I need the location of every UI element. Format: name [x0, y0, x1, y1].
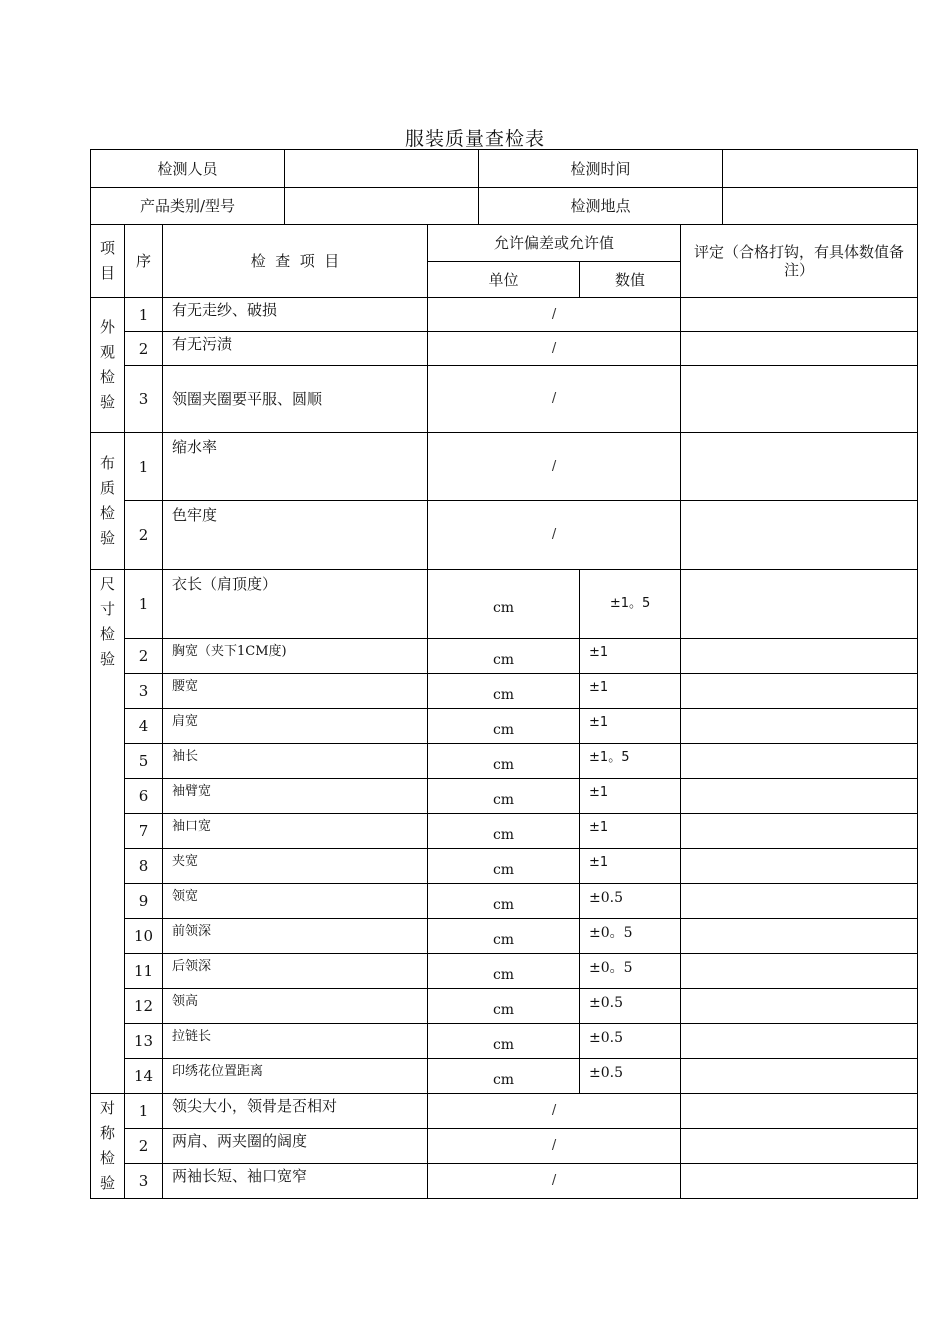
col-category: 项目	[91, 225, 125, 298]
row-seq: 1	[125, 433, 163, 501]
row-item: 夹宽	[163, 849, 428, 884]
col-result: 评定（合格打钩，有具体数值备注）	[681, 225, 918, 298]
row-result[interactable]	[681, 501, 918, 570]
row-result[interactable]	[681, 744, 918, 779]
row-value: ±1	[580, 779, 681, 814]
table-row	[91, 1164, 918, 1199]
table-row	[91, 849, 918, 884]
table-row	[91, 639, 918, 674]
col-item: 检 查 项 目	[163, 225, 428, 298]
row-seq: 8	[125, 849, 163, 884]
row-unit: cm	[428, 989, 580, 1024]
row-item: 袖长	[163, 744, 428, 779]
table-row	[91, 1059, 918, 1094]
row-unit: cm	[428, 744, 580, 779]
table-row	[91, 433, 918, 501]
row-tolerance: /	[428, 501, 681, 570]
row-result[interactable]	[681, 298, 918, 332]
row-item: 领高	[163, 989, 428, 1024]
col-value: 数值	[580, 262, 681, 298]
row-seq: 7	[125, 814, 163, 849]
row-result[interactable]	[681, 1024, 918, 1059]
row-unit: cm	[428, 849, 580, 884]
row-seq: 3	[125, 674, 163, 709]
table-row	[91, 919, 918, 954]
row-item: 领尖大小，领骨是否相对	[163, 1094, 428, 1129]
row-seq: 5	[125, 744, 163, 779]
row-seq: 1	[125, 1094, 163, 1129]
row-item: 袖口宽	[163, 814, 428, 849]
row-item: 领圈夹圈要平服、圆顺	[163, 366, 428, 433]
table-row	[91, 744, 918, 779]
row-item: 肩宽	[163, 709, 428, 744]
group-appearance: 外观检验	[91, 298, 125, 433]
row-unit: cm	[428, 709, 580, 744]
col-unit: 单位	[428, 262, 580, 298]
row-unit: cm	[428, 779, 580, 814]
product-label: 产品类别/型号	[91, 188, 285, 225]
row-result[interactable]	[681, 1059, 918, 1094]
row-result[interactable]	[681, 1094, 918, 1129]
row-result[interactable]	[681, 433, 918, 501]
row-result[interactable]	[681, 884, 918, 919]
row-seq: 2	[125, 332, 163, 366]
table-row	[91, 501, 918, 570]
group-size: 尺寸检验	[91, 570, 125, 1094]
row-value: ±1。5	[580, 570, 681, 639]
row-unit: cm	[428, 639, 580, 674]
row-seq: 2	[125, 501, 163, 570]
row-unit: cm	[428, 674, 580, 709]
time-label: 检测时间	[479, 150, 723, 188]
row-unit: cm	[428, 1024, 580, 1059]
row-seq: 13	[125, 1024, 163, 1059]
row-seq: 3	[125, 1164, 163, 1199]
row-item: 有无走纱、破损	[163, 298, 428, 332]
row-result[interactable]	[681, 814, 918, 849]
row-item: 两肩、两夹圈的阔度	[163, 1129, 428, 1164]
row-tolerance: /	[428, 433, 681, 501]
row-value: ±1。5	[580, 744, 681, 779]
row-item: 色牢度	[163, 501, 428, 570]
row-item: 缩水率	[163, 433, 428, 501]
row-value: ±1	[580, 849, 681, 884]
row-seq: 6	[125, 779, 163, 814]
table-row	[91, 814, 918, 849]
table-row	[91, 884, 918, 919]
row-seq: 10	[125, 919, 163, 954]
table-row	[91, 954, 918, 989]
inspector-label: 检测人员	[91, 150, 285, 188]
row-value: ±1	[580, 709, 681, 744]
row-tolerance: /	[428, 366, 681, 433]
table-row	[91, 1024, 918, 1059]
row-value: ±0.5	[580, 1024, 681, 1059]
group-symmetry: 对称检验	[91, 1094, 125, 1199]
row-unit: cm	[428, 814, 580, 849]
row-result[interactable]	[681, 570, 918, 639]
row-tolerance: /	[428, 1094, 681, 1129]
location-label: 检测地点	[479, 188, 723, 225]
row-seq: 1	[125, 570, 163, 639]
row-tolerance: /	[428, 298, 681, 332]
product-field[interactable]	[285, 188, 479, 225]
table-row	[91, 298, 918, 332]
row-value: ±1	[580, 814, 681, 849]
inspection-table	[90, 149, 918, 1199]
row-result[interactable]	[681, 709, 918, 744]
table-row	[91, 1129, 918, 1164]
col-seq: 序	[125, 225, 163, 298]
row-tolerance: /	[428, 332, 681, 366]
row-seq: 3	[125, 366, 163, 433]
row-unit: cm	[428, 570, 580, 639]
row-value: ±0.5	[580, 884, 681, 919]
row-seq: 11	[125, 954, 163, 989]
row-item: 有无污渍	[163, 332, 428, 366]
table-row	[91, 1094, 918, 1129]
row-result[interactable]	[681, 674, 918, 709]
row-result[interactable]	[681, 954, 918, 989]
row-value: ±0.5	[580, 989, 681, 1024]
row-seq: 14	[125, 1059, 163, 1094]
time-field[interactable]	[723, 150, 918, 188]
row-item: 拉链长	[163, 1024, 428, 1059]
row-seq: 2	[125, 1129, 163, 1164]
row-value: ±0。5	[580, 919, 681, 954]
location-field[interactable]	[723, 188, 918, 225]
row-result[interactable]	[681, 779, 918, 814]
row-tolerance: /	[428, 1164, 681, 1199]
table-row	[91, 989, 918, 1024]
row-item: 胸宽（夹下1CM度)	[163, 639, 428, 674]
row-item: 印绣花位置距离	[163, 1059, 428, 1094]
row-seq: 4	[125, 709, 163, 744]
table-row	[91, 570, 918, 639]
row-item: 领宽	[163, 884, 428, 919]
row-item: 衣长（肩顶度）	[163, 570, 428, 639]
row-seq: 1	[125, 298, 163, 332]
row-seq: 9	[125, 884, 163, 919]
table-row	[91, 674, 918, 709]
row-value: ±1	[580, 674, 681, 709]
row-unit: cm	[428, 919, 580, 954]
row-unit: cm	[428, 884, 580, 919]
row-item: 腰宽	[163, 674, 428, 709]
row-item: 袖臂宽	[163, 779, 428, 814]
row-result[interactable]	[681, 366, 918, 433]
col-tolerance: 允许偏差或允许值	[428, 225, 681, 262]
row-result[interactable]	[681, 919, 918, 954]
row-tolerance: /	[428, 1129, 681, 1164]
inspector-field[interactable]	[285, 150, 479, 188]
row-value: ±0。5	[580, 954, 681, 989]
row-seq: 12	[125, 989, 163, 1024]
form-title: 服装质量查检表	[404, 128, 545, 150]
table-row	[91, 709, 918, 744]
row-unit: cm	[428, 954, 580, 989]
row-item: 两袖长短、袖口宽窄	[163, 1164, 428, 1199]
row-unit: cm	[428, 1059, 580, 1094]
row-result[interactable]	[681, 1129, 918, 1164]
row-item: 前领深	[163, 919, 428, 954]
group-fabric: 布质检验	[91, 433, 125, 570]
row-item: 后领深	[163, 954, 428, 989]
table-row	[91, 332, 918, 366]
row-result[interactable]	[681, 332, 918, 366]
row-value: ±1	[580, 639, 681, 674]
row-result[interactable]	[681, 989, 918, 1024]
row-value: ±0.5	[580, 1059, 681, 1094]
row-result[interactable]	[681, 639, 918, 674]
row-result[interactable]	[681, 849, 918, 884]
table-row	[91, 366, 918, 433]
row-result[interactable]	[681, 1164, 918, 1199]
table-row	[91, 779, 918, 814]
row-seq: 2	[125, 639, 163, 674]
